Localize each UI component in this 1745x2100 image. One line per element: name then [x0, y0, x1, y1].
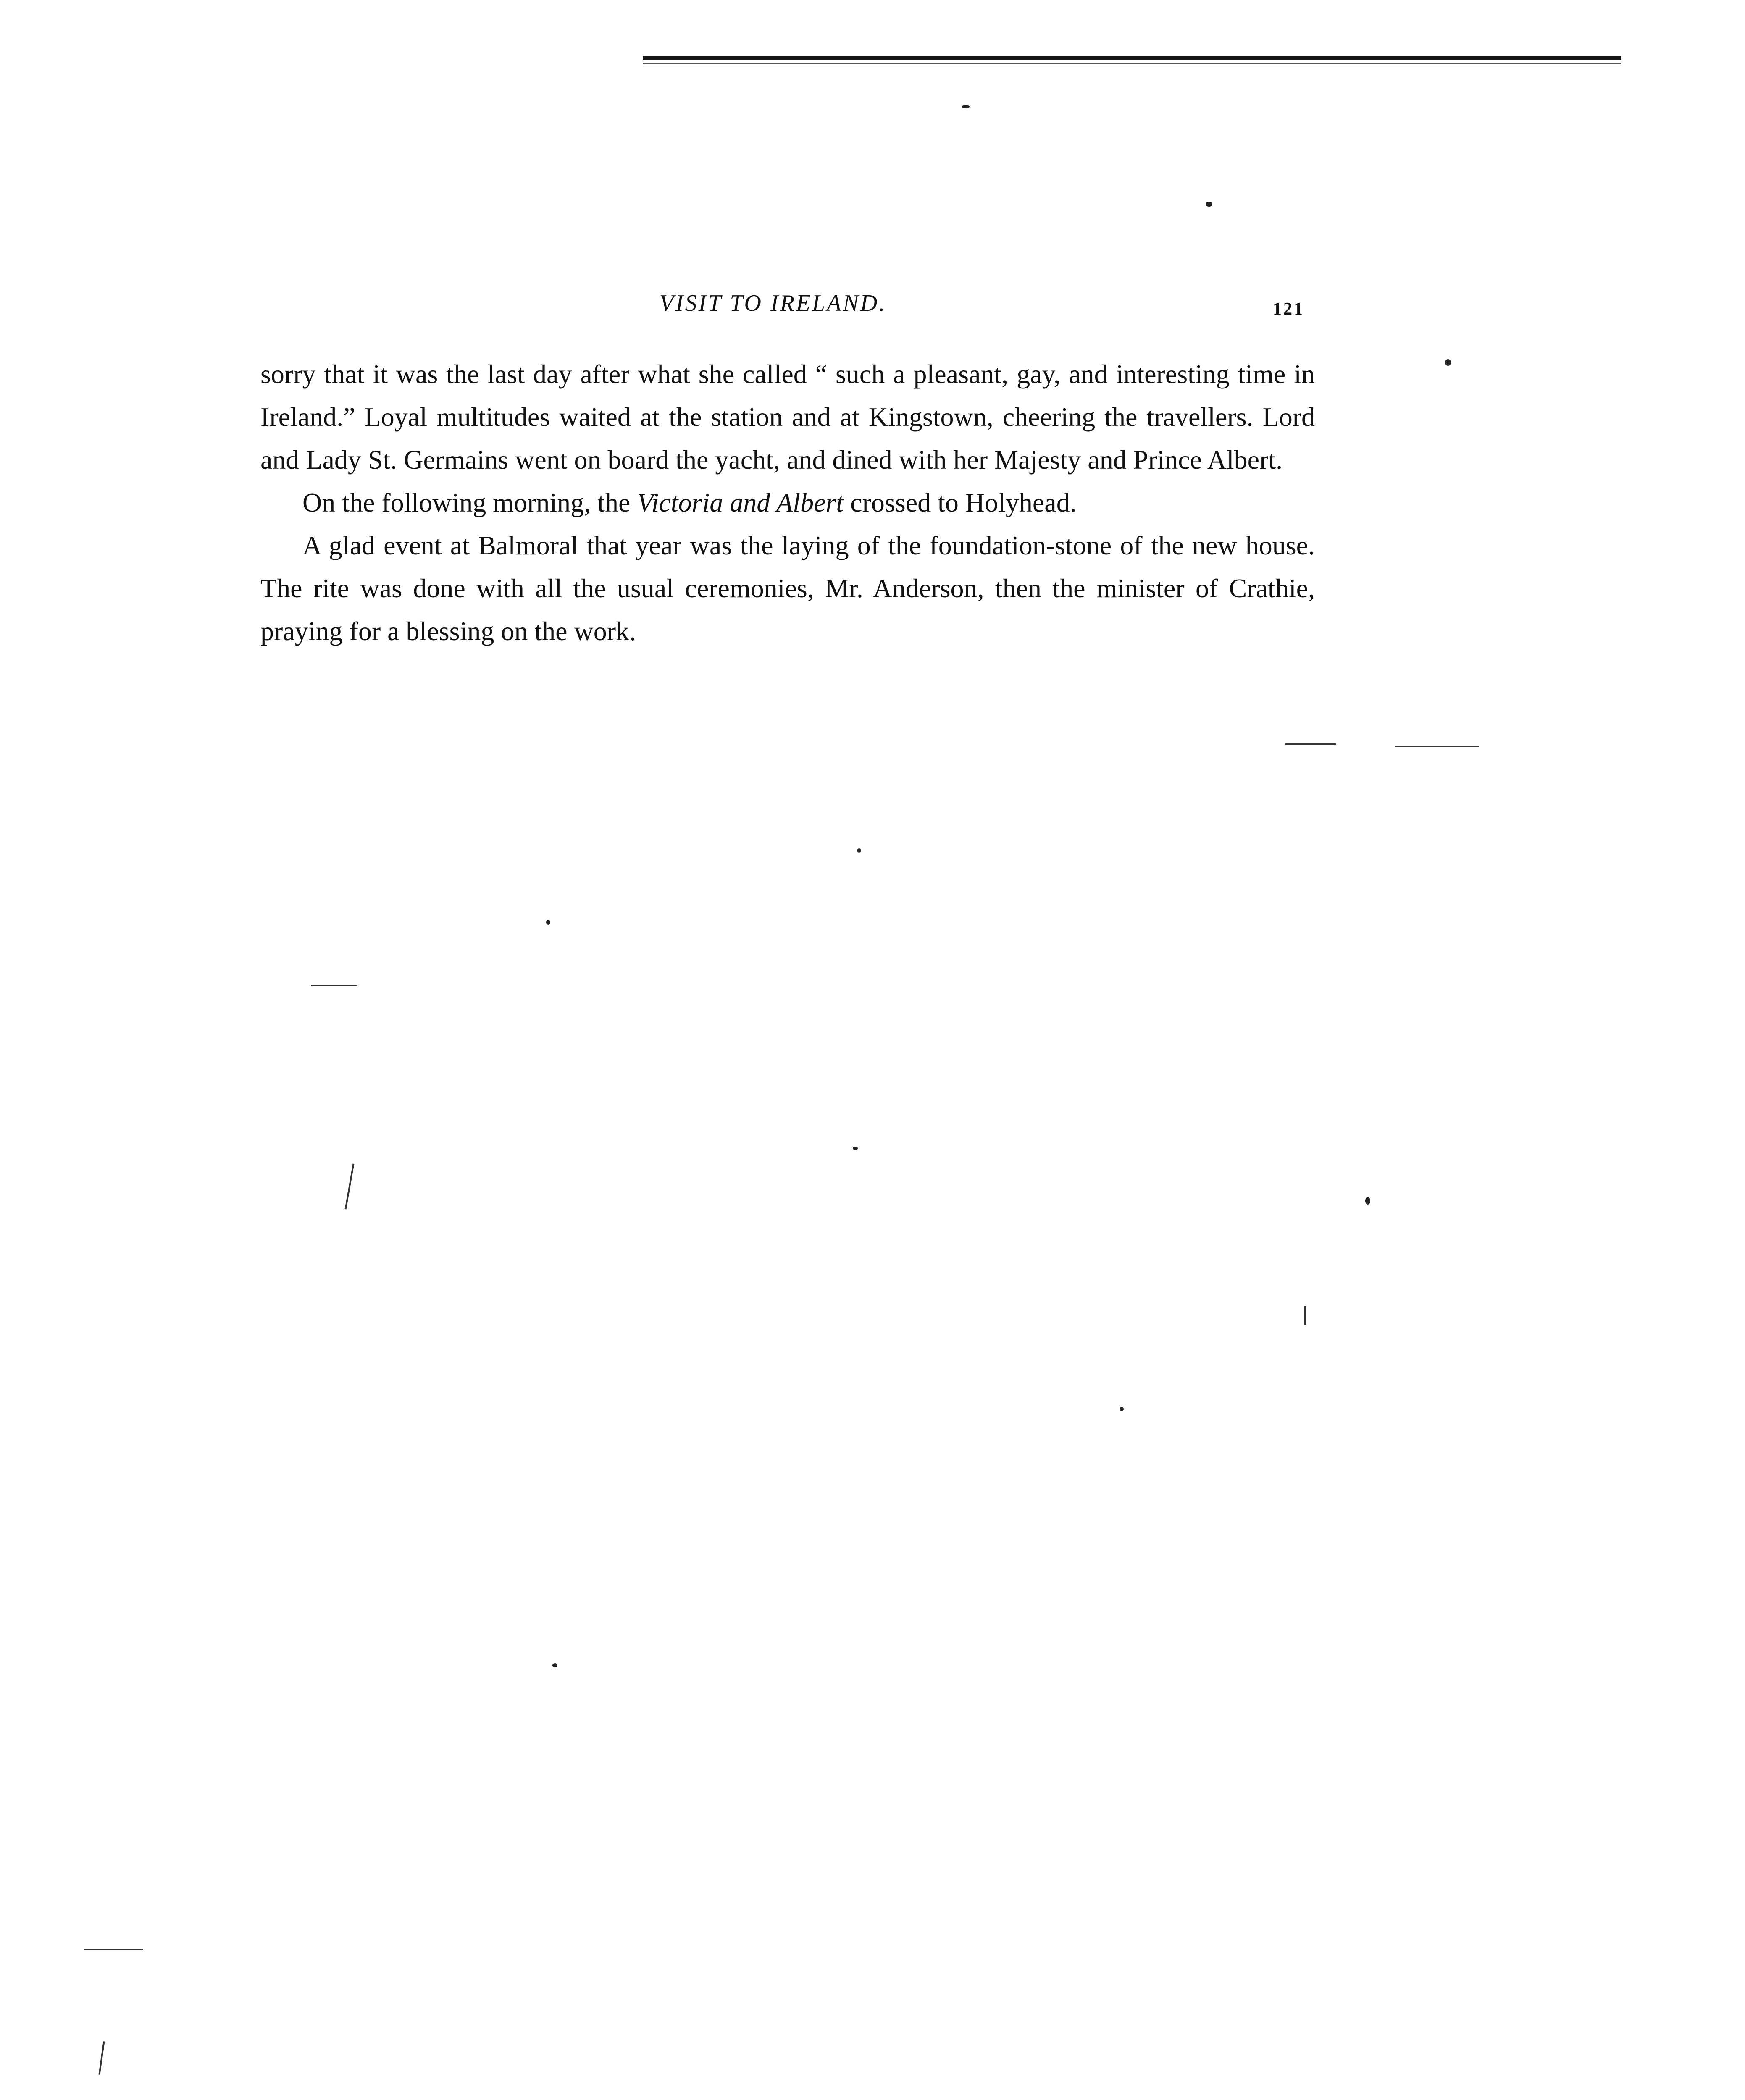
speck [552, 1663, 557, 1667]
scan-mark [1304, 1306, 1306, 1325]
scan-mark [344, 1163, 354, 1209]
speck [962, 105, 970, 108]
speck [857, 848, 861, 853]
paragraph-2-before: On the following morning, the [302, 488, 637, 517]
paragraph-1: sorry that it was the last day after what she called “ such a pleasant, gay, and interesting time in Ireland.” Loyal multitudes waited at the station and at Kingstown, cheering the travellers. Lord and Lady St. Germains went on board the yacht, and dined with her Majesty and Prince Albert. [260, 359, 1315, 475]
running-head: VISIT TO IRELAND. [659, 290, 887, 316]
top-rule [643, 56, 1621, 60]
scan-mark [1285, 743, 1336, 745]
paragraph-2 [260, 481, 1315, 524]
top-rule-thin [643, 63, 1621, 64]
scan-mark [311, 985, 357, 986]
speck [546, 920, 550, 925]
page-number: 121 [1273, 299, 1304, 319]
paragraph-3: A glad event at Balmoral that year was the laying of the foundation-stone of the new house. The rite was done with all the usual ceremonies, Mr. Anderson, then the minister of Crathie, praying for a blessing on the work. [260, 530, 1315, 646]
ship-name: Victoria and Albert [637, 488, 844, 517]
scan-mark [1395, 746, 1479, 747]
speck [1120, 1407, 1124, 1411]
scan-mark [84, 1949, 143, 1950]
scan-mark [98, 2041, 105, 2075]
speck [1445, 359, 1451, 366]
speck [1365, 1197, 1370, 1205]
text-block [260, 353, 1315, 653]
paragraph-2-after: crossed to Holyhead. [844, 488, 1077, 517]
speck [853, 1147, 858, 1150]
speck [1206, 202, 1212, 207]
